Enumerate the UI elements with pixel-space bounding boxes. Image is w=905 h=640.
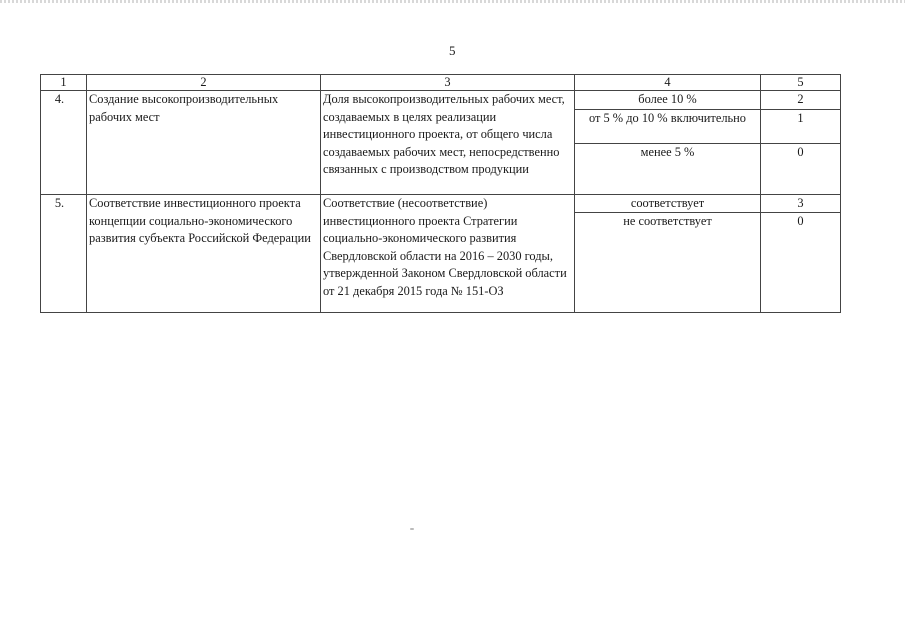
option-cell: более 10 % xyxy=(575,91,761,110)
criteria-table xyxy=(40,74,841,313)
header-cell-5: 5 xyxy=(761,75,841,91)
header-cell-4: 4 xyxy=(575,75,761,91)
row-number: 4. xyxy=(41,91,87,195)
criterion-cell: Создание высокопроизводительных рабочих мест xyxy=(87,91,321,195)
table-row xyxy=(41,195,841,213)
indicator-cell: Соответствие (несоответствие) инвестиционного проекта Стратегии социально-экономического развития Свердловской области на 2016 – 2030 годы, утвержденной Законом Свердловской области от 21 декабря 2015 года № 151-ОЗ xyxy=(321,195,575,313)
scan-speck xyxy=(410,528,414,530)
header-cell-1: 1 xyxy=(41,75,87,91)
indicator-cell: Доля высокопроизводительных рабочих мест, создаваемых в целях реализации инвестиционного проекта, от общего числа создаваемых рабочих мест, непосредственно связанных с производством продукции xyxy=(321,91,575,195)
table-header-row xyxy=(41,75,841,91)
option-cell: соответствует xyxy=(575,195,761,213)
score-cell: 0 xyxy=(761,213,841,313)
score-cell: 2 xyxy=(761,91,841,110)
row-number: 5. xyxy=(41,195,87,313)
criterion-cell: Соответствие инвестиционного проекта концепции социально-экономического развития субъекта Российской Федерации xyxy=(87,195,321,313)
score-cell: 1 xyxy=(761,110,841,144)
table-row xyxy=(41,91,841,110)
header-cell-3: 3 xyxy=(321,75,575,91)
score-cell: 0 xyxy=(761,144,841,195)
option-cell: от 5 % до 10 % включительно xyxy=(575,110,761,144)
header-cell-2: 2 xyxy=(87,75,321,91)
score-cell: 3 xyxy=(761,195,841,213)
scan-edge xyxy=(0,0,905,3)
option-cell: менее 5 % xyxy=(575,144,761,195)
option-cell: не соответствует xyxy=(575,213,761,313)
page-number: 5 xyxy=(449,43,456,58)
